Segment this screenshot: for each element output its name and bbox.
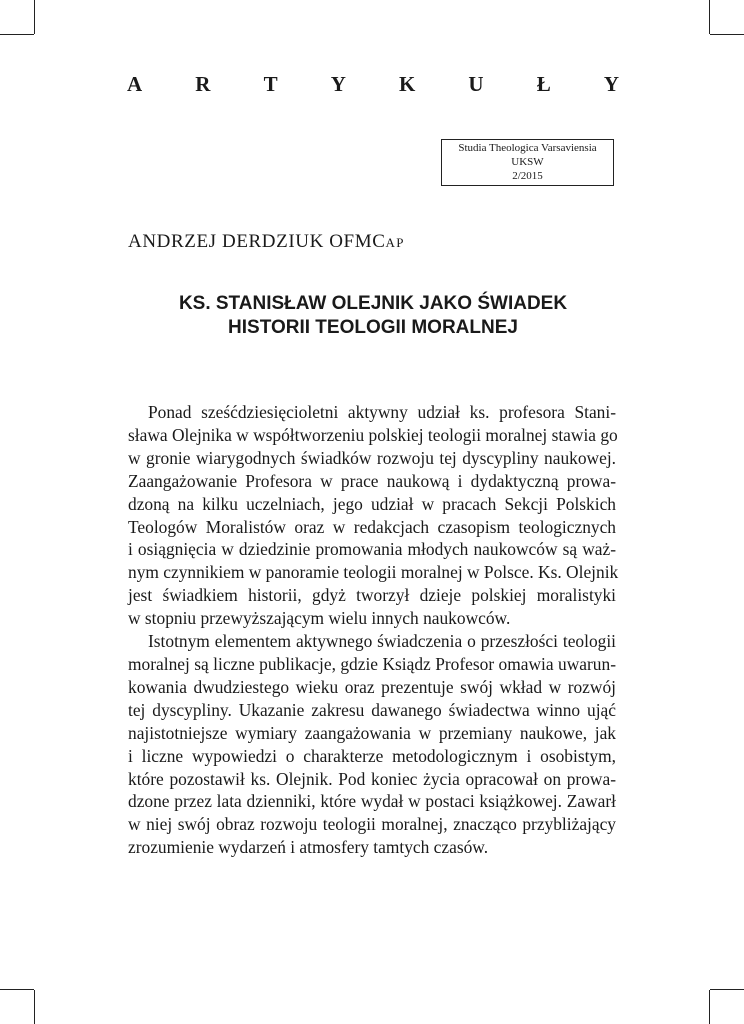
crop-mark-top-right-horizontal bbox=[710, 34, 744, 35]
body-line: sława Olejnika w współtworzeniu polskiej teologii moralnej stawia go bbox=[128, 424, 618, 445]
section-header-letter: Y bbox=[330, 72, 346, 96]
body-line: Teologów Moralistów oraz w redakcjach czasopism teologicznych bbox=[128, 516, 616, 537]
body-line: nym czynnikiem w panoramie teologii moralnej w Polsce. Ks. Olejnik bbox=[128, 562, 619, 583]
journal-name: Studia Theologica Varsaviensia bbox=[458, 142, 597, 154]
body-line: i liczne wypowiedzi o charakterze metodologicznym i osobistym, bbox=[128, 745, 616, 766]
body-line: moralnej są liczne publikacje, gdzie Ksiądz Profesor omawia uwarun- bbox=[128, 653, 616, 674]
body-line: Ponad sześćdziesięcioletni aktywny udział ks. profesora Stani- bbox=[148, 402, 616, 422]
article-body bbox=[128, 401, 619, 859]
paragraph-2 bbox=[128, 630, 616, 859]
crop-mark-bottom-left-horizontal bbox=[0, 989, 34, 990]
body-line: w gronie wiarygodnych świadków rozwoju tej dyscypliny naukowej. bbox=[128, 447, 616, 468]
crop-mark-bottom-right-vertical bbox=[709, 990, 710, 1024]
paragraph-1 bbox=[128, 401, 619, 630]
crop-mark-bottom-left-vertical bbox=[34, 990, 35, 1024]
body-line: dzoną na kilku uczelniach, jego udział w pracach Sekcji Polskich bbox=[128, 493, 616, 514]
author-order-suffix: AP bbox=[385, 235, 405, 250]
body-line: Zaangażowanie Profesora w prace naukową i dydaktyczną prowa- bbox=[128, 470, 616, 491]
section-header-letter: U bbox=[468, 72, 484, 96]
body-line: najistotniejsze wymiary zaangażowania w przemiany naukowe, jak bbox=[128, 722, 616, 743]
crop-mark-bottom-right-horizontal bbox=[710, 989, 744, 990]
crop-mark-top-left-vertical bbox=[34, 0, 35, 34]
article-title-line-1: KS. STANISŁAW OLEJNIK JAKO ŚWIADEK bbox=[178, 293, 568, 314]
section-header-letter: A bbox=[127, 72, 143, 96]
journal-info-box bbox=[441, 139, 614, 186]
body-line: i osiągnięcia w dziedzinie promowania młodych naukowców są waż- bbox=[128, 539, 616, 560]
body-line: zrozumienie wydarzeń i atmosfery tamtych czasów. bbox=[128, 837, 489, 858]
body-line: w niej swój obraz rozwoju teologii moralnej, znacząco przybliżający bbox=[128, 814, 616, 835]
section-header-letter: T bbox=[263, 72, 278, 96]
body-line: Istotnym elementem aktywnego świadczenia o przeszłości teologii bbox=[148, 631, 616, 652]
body-line: w stopniu przewyższającym wielu innych naukowców. bbox=[128, 608, 511, 629]
article-title-line-2: HISTORII TEOLOGII MORALNEJ bbox=[228, 317, 518, 338]
crop-mark-top-right-vertical bbox=[709, 0, 710, 34]
body-line: które pozostawił ks. Olejnik. Pod koniec życia opracował on prowa- bbox=[128, 768, 616, 789]
article-title bbox=[128, 292, 618, 340]
journal-publisher: UKSW bbox=[511, 156, 544, 168]
author-name: ANDRZEJ DERDZIUK OFMC bbox=[128, 231, 386, 252]
body-line: dzone przez lata dzienniki, które wydał w postaci książkowej. Zawarł bbox=[128, 791, 616, 812]
section-header-letter: Ł bbox=[536, 72, 551, 96]
section-header-letter: R bbox=[195, 72, 211, 96]
crop-mark-top-left-horizontal bbox=[0, 34, 34, 35]
body-line: jest świadkiem historii, gdyż tworzył dzieje polskiej moralistyki bbox=[128, 585, 616, 606]
journal-issue: 2/2015 bbox=[512, 170, 543, 182]
body-line: tej dyscypliny. Ukazanie zakresu dawanego świadectwa winno ująć bbox=[128, 699, 616, 720]
author-line bbox=[128, 230, 405, 255]
section-header bbox=[127, 71, 619, 97]
section-header-letter: Y bbox=[603, 72, 619, 96]
body-line: kowania dwudziestego wieku oraz prezentuje swój wkład w rozwój bbox=[128, 676, 616, 697]
section-header-letter: K bbox=[398, 72, 416, 96]
